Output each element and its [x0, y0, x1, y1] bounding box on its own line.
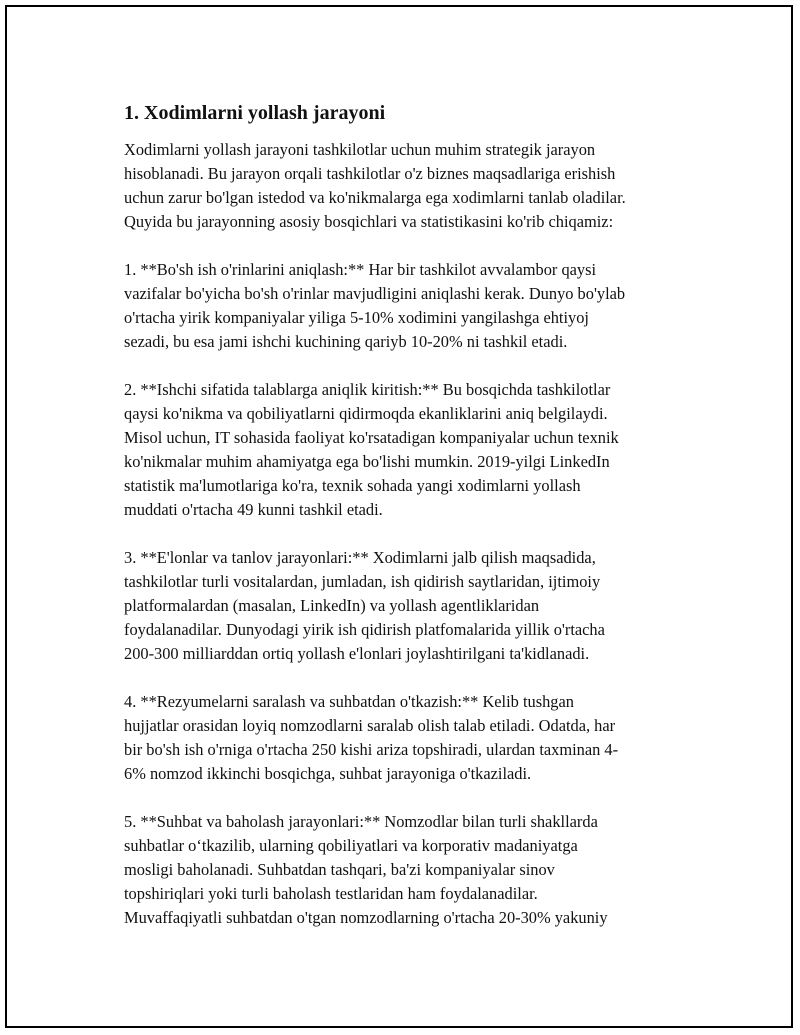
step-2-paragraph: 2. **Ishchi sifatida talablarga aniqlik kiritish:** Bu bosqichda tashkilotlar qaysi ko'nikma va qobiliyatlarni qidirmoqda ekanliklarini aniq belgilaydi. Misol uchun, IT sohasida faoliyat ko'rsatadigan kompaniyalar uchun texnik ko'nikmalar muhim ahamiyatga ega bo'lishi mumkin. 2019-yilgi LinkedIn statistik ma'lumotlariga ko'ra, texnik sohada yangi xodimlarni yollash muddati o'rtacha 49 kunni tashkil etadi. — [124, 380, 619, 519]
step-4-paragraph: 4. **Rezyumelarni saralash va suhbatdan o'tkazish:** Kelib tushgan hujjatlar orasidan loyiq nomzodlarni saralab olish talab etiladi. Odatda, har bir bo'sh ish o'rniga o'rtacha 250 kishi ariza topshiradi, ulardan taxminan 4- 6% nomzod ikkinchi bosqichga, suhbat jarayoniga o'tkaziladi. — [124, 692, 619, 783]
step-3-paragraph: 3. **E'lonlar va tanlov jarayonlari:** Xodimlarni jalb qilish maqsadida, tashkilotlar turli vositalardan, jumladan, ish qidirish saytlaridan, ijtimoiy platformalardan (masalan, LinkedIn) va yollash agentliklaridan foydalanadilar. Dunyodagi yirik ish qidirish platfomalarida yillik o'rtacha 200-300 milliarddan ortiq yollash e'lonlari joylashtirilgani ta'kidlanadi. — [124, 548, 605, 663]
page-frame — [5, 5, 793, 1028]
section-heading: 1. Xodimlarni yollash jarayoni — [124, 102, 386, 124]
step-1-paragraph: 1. **Bo'sh ish o'rinlarini aniqlash:** Har bir tashkilot avvalambor qaysi vazifalar bo'yicha bo'sh o'rinlar mavjudligini aniqlashi kerak. Dunyo bo'ylab o'rtacha yirik kompaniyalar yiliga 5-10% xodimini yangilashga ehtiyoj sezadi, bu esa jami ishchi kuchining qariyb 10-20% ni tashkil etadi. — [124, 260, 626, 351]
document-body — [124, 100, 694, 930]
step-5-paragraph: 5. **Suhbat va baholash jarayonlari:** Nomzodlar bilan turli shakllarda suhbatlar o‘tkazilib, ularning qobiliyatlari va korporativ madaniyatga mosligi baholanadi. Suhbatdan tashqari, ba'zi kompaniyalar sinov topshiriqlari yoki turli baholash testlaridan ham foydalanadilar. Muvaffaqiyatli suhbatdan o'tgan nomzodlarning o'rtacha 20-30% yakuniy — [124, 812, 608, 927]
intro-paragraph: Xodimlarni yollash jarayoni tashkilotlar uchun muhim strategik jarayon hisoblanadi. Bu jarayon orqali tashkilotlar o'z biznes maqsadlariga erishish uchun zarur bo'lgan istedod va ko'nikmalarga ega xodimlarni tanlab oladilar. Quyida bu jarayonning asosiy bosqichlari va statistikasini ko'rib chiqamiz: — [124, 140, 626, 231]
